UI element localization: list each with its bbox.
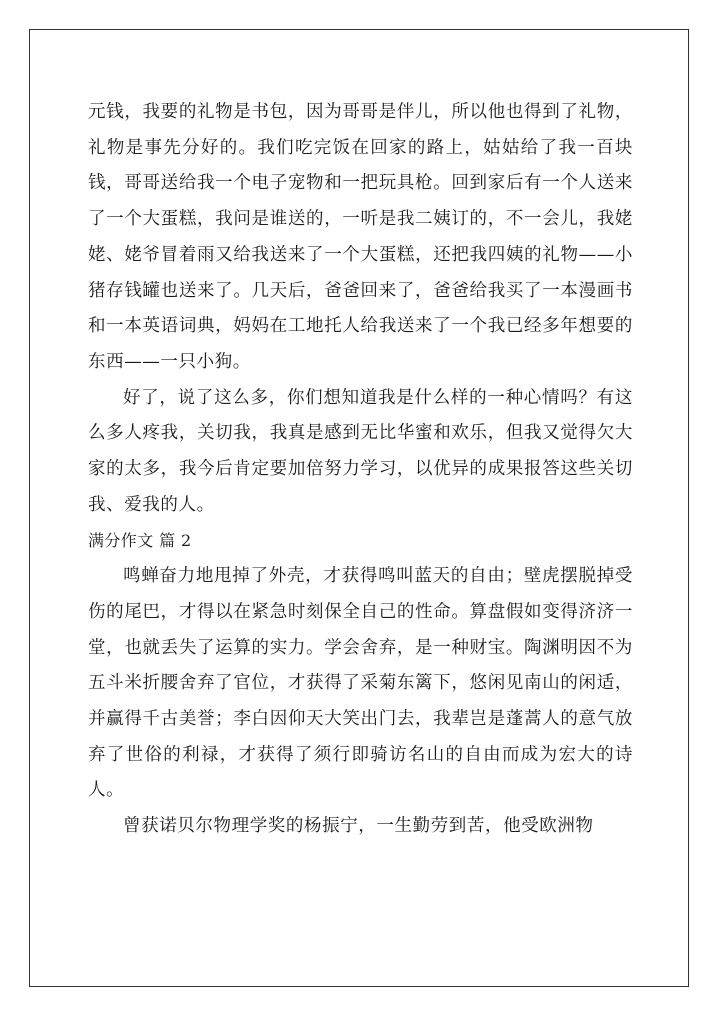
section-heading: 满分作文 篇 2 xyxy=(88,531,192,551)
paragraph-letting-go: 鸣蝉奋力地甩掉了外壳，才获得鸣叫蓝天的自由；壁虎摆脱掉受伤的尾巴，才得以在紧急时刻保全自己的性命。算盘假如变得济济一堂，也就丢失了运算的实力。学会舍弃，是一种财宝。陶渊明因不为五斗米折腰舍弃了官位，才获得了采菊东篱下，悠闲见南山的闲适，并赢得千古美誉；李白因仰天大笑出门去，我辈岂是蓬蒿人的意气放弃了世俗的利禄，才获得了须行即骑访名山的自由而成为宏大的诗人。 xyxy=(88,566,633,801)
paragraph-feelings: 好了，说了这么多，你们想知道我是什么样的一种心情吗？有这么多人疼我，关切我，我真是感到无比华蜜和欢乐，但我又觉得欠大家的太多，我今后肯定要加倍努力学习，以优异的成果报答这些关切我、爱我的人。 xyxy=(88,387,633,515)
paragraph-gifts: 元钱，我要的礼物是书包，因为哥哥是伴儿，所以他也得到了礼物，礼物是事先分好的。我们吃完饭在回家的路上，姑姑给了我一百块钱，哥哥送给我一个电子宠物和一把玩具枪。回到家后有一个人送来了一个大蛋糕，我问是谁送的，一听是我二姨订的，不一会儿，我姥姥、姥爷冒着雨又给我送来了一个大蛋糕，还把我四姨的礼物——小猪存钱罐也送来了。几天后，爸爸回来了，爸爸给我买了一本漫画书和一本英语词典，妈妈在工地托人给我送来了一个我已经多年想要的东西——一只小狗。 xyxy=(88,102,633,372)
paragraph-yang-zhenning: 曾获诺贝尔物理学奖的杨振宁，一生勤劳到苦，他受欧洲物 xyxy=(123,816,594,837)
document-body xyxy=(88,95,633,845)
